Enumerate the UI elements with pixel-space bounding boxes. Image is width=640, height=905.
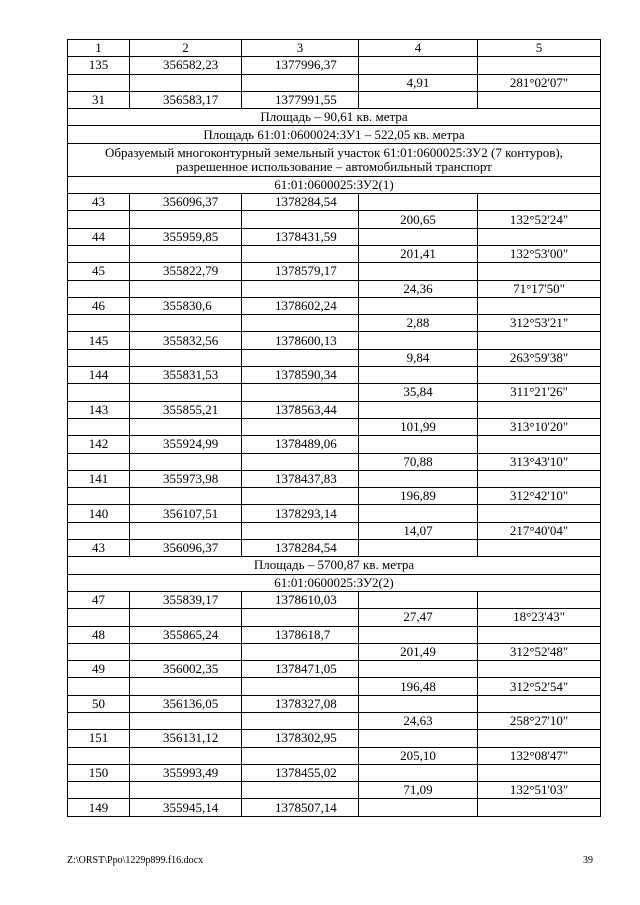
empty-cell <box>68 643 130 660</box>
empty-cell <box>242 280 359 297</box>
y-coordinate: 1378293,14 <box>242 505 359 522</box>
empty-cell <box>359 228 478 245</box>
point-number: 44 <box>68 228 130 245</box>
empty-cell <box>130 74 242 91</box>
point-row <box>68 367 601 384</box>
empty-cell <box>68 609 130 626</box>
direction-angle: 312°52'54" <box>478 678 601 695</box>
empty-cell <box>478 332 601 349</box>
segment-length: 70,88 <box>359 453 478 470</box>
point-number: 31 <box>68 91 130 108</box>
segment-row <box>68 349 601 366</box>
point-row <box>68 591 601 608</box>
empty-cell <box>242 643 359 660</box>
header-row <box>68 40 601 57</box>
point-number: 150 <box>68 764 130 781</box>
point-number: 141 <box>68 470 130 487</box>
section-heading-row <box>68 557 601 574</box>
empty-cell <box>478 540 601 557</box>
y-coordinate: 1378284,54 <box>242 194 359 211</box>
empty-cell <box>242 245 359 262</box>
x-coordinate: 356096,37 <box>130 540 242 557</box>
y-coordinate: 1378489,06 <box>242 436 359 453</box>
empty-cell <box>478 436 601 453</box>
x-coordinate: 355831,53 <box>130 367 242 384</box>
empty-cell <box>359 470 478 487</box>
footer-page-number: 39 <box>583 855 593 866</box>
point-row <box>68 332 601 349</box>
empty-cell <box>359 591 478 608</box>
y-coordinate: 1378602,24 <box>242 297 359 314</box>
empty-cell <box>130 712 242 729</box>
segment-length: 2,88 <box>359 315 478 332</box>
point-number: 149 <box>68 799 130 816</box>
point-number: 43 <box>68 194 130 211</box>
empty-cell <box>242 522 359 539</box>
empty-cell <box>130 488 242 505</box>
y-coordinate: 1378302,95 <box>242 730 359 747</box>
point-number: 143 <box>68 401 130 418</box>
empty-cell <box>242 488 359 505</box>
direction-angle: 263°59'38" <box>478 349 601 366</box>
point-row <box>68 401 601 418</box>
empty-cell <box>130 211 242 228</box>
segment-length: 201,49 <box>359 643 478 660</box>
segment-length: 4,91 <box>359 74 478 91</box>
empty-cell <box>242 349 359 366</box>
segment-row <box>68 488 601 505</box>
y-coordinate: 1378284,54 <box>242 540 359 557</box>
segment-row <box>68 74 601 91</box>
x-coordinate: 356131,12 <box>130 730 242 747</box>
empty-cell <box>130 643 242 660</box>
segment-length: 24,36 <box>359 280 478 297</box>
footer-file-path: Z:\ORST\Ppo\1229p899.f16.docx <box>67 855 204 866</box>
direction-angle: 258°27'10" <box>478 712 601 729</box>
empty-cell <box>359 540 478 557</box>
section-heading-row <box>68 574 601 591</box>
y-coordinate: 1378437,83 <box>242 470 359 487</box>
segment-length: 27,47 <box>359 609 478 626</box>
empty-cell <box>359 436 478 453</box>
point-row <box>68 228 601 245</box>
x-coordinate: 355830,6 <box>130 297 242 314</box>
x-coordinate: 355865,24 <box>130 626 242 643</box>
empty-cell <box>242 453 359 470</box>
empty-cell <box>478 695 601 712</box>
direction-angle: 217°40'04" <box>478 522 601 539</box>
section-heading: Площадь 61:01:0600024:ЗУ1 – 522,05 кв. метра <box>68 126 601 143</box>
empty-cell <box>242 678 359 695</box>
empty-cell <box>478 764 601 781</box>
coordinates-table-body <box>68 40 601 817</box>
section-heading-row <box>68 126 601 143</box>
empty-cell <box>68 74 130 91</box>
empty-cell <box>68 349 130 366</box>
y-coordinate: 1378327,08 <box>242 695 359 712</box>
empty-cell <box>359 661 478 678</box>
empty-cell <box>478 263 601 280</box>
point-row <box>68 661 601 678</box>
empty-cell <box>359 401 478 418</box>
empty-cell <box>359 263 478 280</box>
y-coordinate: 1377996,37 <box>242 57 359 74</box>
direction-angle: 312°53'21" <box>478 315 601 332</box>
y-coordinate: 1378455,02 <box>242 764 359 781</box>
empty-cell <box>242 712 359 729</box>
empty-cell <box>68 488 130 505</box>
empty-cell <box>130 747 242 764</box>
y-coordinate: 1377991,55 <box>242 91 359 108</box>
x-coordinate: 356107,51 <box>130 505 242 522</box>
empty-cell <box>68 782 130 799</box>
empty-cell <box>130 678 242 695</box>
point-number: 49 <box>68 661 130 678</box>
empty-cell <box>478 228 601 245</box>
direction-angle: 71°17'50" <box>478 280 601 297</box>
segment-length: 101,99 <box>359 418 478 435</box>
segment-row <box>68 453 601 470</box>
empty-cell <box>68 245 130 262</box>
point-row <box>68 297 601 314</box>
point-number: 46 <box>68 297 130 314</box>
header-cell: 5 <box>478 40 601 57</box>
empty-cell <box>68 280 130 297</box>
point-row <box>68 540 601 557</box>
y-coordinate: 1378507,14 <box>242 799 359 816</box>
empty-cell <box>130 522 242 539</box>
x-coordinate: 356002,35 <box>130 661 242 678</box>
empty-cell <box>242 418 359 435</box>
x-coordinate: 355993,49 <box>130 764 242 781</box>
point-row <box>68 730 601 747</box>
empty-cell <box>359 764 478 781</box>
segment-row <box>68 678 601 695</box>
point-row <box>68 626 601 643</box>
point-row <box>68 470 601 487</box>
point-row <box>68 57 601 74</box>
empty-cell <box>478 367 601 384</box>
x-coordinate: 355924,99 <box>130 436 242 453</box>
empty-cell <box>68 747 130 764</box>
segment-row <box>68 522 601 539</box>
empty-cell <box>242 747 359 764</box>
empty-cell <box>359 505 478 522</box>
segment-length: 14,07 <box>359 522 478 539</box>
x-coordinate: 356096,37 <box>130 194 242 211</box>
direction-angle: 132°53'00" <box>478 245 601 262</box>
empty-cell <box>130 384 242 401</box>
point-number: 135 <box>68 57 130 74</box>
segment-length: 200,65 <box>359 211 478 228</box>
direction-angle: 313°43'10" <box>478 453 601 470</box>
direction-angle: 313°10'20" <box>478 418 601 435</box>
x-coordinate: 355973,98 <box>130 470 242 487</box>
y-coordinate: 1378618,7 <box>242 626 359 643</box>
segment-row <box>68 782 601 799</box>
header-cell: 1 <box>68 40 130 57</box>
point-number: 144 <box>68 367 130 384</box>
empty-cell <box>68 712 130 729</box>
direction-angle: 312°42'10" <box>478 488 601 505</box>
empty-cell <box>68 418 130 435</box>
empty-cell <box>478 730 601 747</box>
empty-cell <box>359 367 478 384</box>
empty-cell <box>242 609 359 626</box>
point-row <box>68 436 601 453</box>
point-number: 43 <box>68 540 130 557</box>
point-row <box>68 799 601 816</box>
empty-cell <box>359 695 478 712</box>
segment-length: 35,84 <box>359 384 478 401</box>
point-row <box>68 505 601 522</box>
segment-row <box>68 747 601 764</box>
empty-cell <box>478 626 601 643</box>
empty-cell <box>359 297 478 314</box>
x-coordinate: 355855,21 <box>130 401 242 418</box>
coordinates-table <box>67 39 601 817</box>
empty-cell <box>478 57 601 74</box>
segment-length: 71,09 <box>359 782 478 799</box>
empty-cell <box>130 782 242 799</box>
section-heading: Образуемый многоконтурный земельный участок 61:01:0600025:ЗУ2 (7 контуров), разрешенное использование – автомобильный транспорт <box>68 143 601 176</box>
empty-cell <box>68 453 130 470</box>
direction-angle: 132°08'47" <box>478 747 601 764</box>
x-coordinate: 356583,17 <box>130 91 242 108</box>
segment-length: 201,41 <box>359 245 478 262</box>
empty-cell <box>68 211 130 228</box>
direction-angle: 132°51'03" <box>478 782 601 799</box>
x-coordinate: 356136,05 <box>130 695 242 712</box>
segment-row <box>68 384 601 401</box>
point-number: 45 <box>68 263 130 280</box>
segment-length: 24,63 <box>359 712 478 729</box>
point-row <box>68 764 601 781</box>
point-row <box>68 263 601 280</box>
point-number: 140 <box>68 505 130 522</box>
x-coordinate: 355832,56 <box>130 332 242 349</box>
empty-cell <box>242 74 359 91</box>
empty-cell <box>68 678 130 695</box>
empty-cell <box>359 799 478 816</box>
segment-row <box>68 418 601 435</box>
section-heading-row <box>68 176 601 193</box>
empty-cell <box>478 470 601 487</box>
segment-length: 205,10 <box>359 747 478 764</box>
empty-cell <box>359 194 478 211</box>
empty-cell <box>478 401 601 418</box>
segment-length: 9,84 <box>359 349 478 366</box>
empty-cell <box>359 57 478 74</box>
empty-cell <box>68 522 130 539</box>
y-coordinate: 1378579,17 <box>242 263 359 280</box>
segment-row <box>68 712 601 729</box>
y-coordinate: 1378610,03 <box>242 591 359 608</box>
empty-cell <box>478 194 601 211</box>
empty-cell <box>359 626 478 643</box>
section-heading-row <box>68 109 601 126</box>
header-cell: 2 <box>130 40 242 57</box>
segment-row <box>68 643 601 660</box>
point-number: 50 <box>68 695 130 712</box>
empty-cell <box>478 661 601 678</box>
empty-cell <box>359 730 478 747</box>
direction-angle: 311°21'26" <box>478 384 601 401</box>
x-coordinate: 355945,14 <box>130 799 242 816</box>
segment-row <box>68 315 601 332</box>
empty-cell <box>242 782 359 799</box>
section-heading: 61:01:0600025:ЗУ2(1) <box>68 176 601 193</box>
empty-cell <box>359 332 478 349</box>
y-coordinate: 1378563,44 <box>242 401 359 418</box>
header-cell: 3 <box>242 40 359 57</box>
empty-cell <box>130 609 242 626</box>
empty-cell <box>242 384 359 401</box>
empty-cell <box>359 91 478 108</box>
segment-length: 196,89 <box>359 488 478 505</box>
segment-row <box>68 280 601 297</box>
empty-cell <box>130 349 242 366</box>
empty-cell <box>130 245 242 262</box>
empty-cell <box>130 418 242 435</box>
empty-cell <box>478 799 601 816</box>
section-heading: Площадь – 5700,87 кв. метра <box>68 557 601 574</box>
empty-cell <box>130 315 242 332</box>
x-coordinate: 355959,85 <box>130 228 242 245</box>
point-row <box>68 194 601 211</box>
x-coordinate: 356582,23 <box>130 57 242 74</box>
point-row <box>68 695 601 712</box>
y-coordinate: 1378590,34 <box>242 367 359 384</box>
y-coordinate: 1378471,05 <box>242 661 359 678</box>
direction-angle: 281°02'07" <box>478 74 601 91</box>
y-coordinate: 1378600,13 <box>242 332 359 349</box>
point-row <box>68 91 601 108</box>
direction-angle: 132°52'24" <box>478 211 601 228</box>
x-coordinate: 355839,17 <box>130 591 242 608</box>
direction-angle: 312°52'48" <box>478 643 601 660</box>
segment-row <box>68 211 601 228</box>
point-number: 47 <box>68 591 130 608</box>
section-heading-row <box>68 143 601 176</box>
point-number: 142 <box>68 436 130 453</box>
section-heading: Площадь – 90,61 кв. метра <box>68 109 601 126</box>
empty-cell <box>478 505 601 522</box>
empty-cell <box>242 211 359 228</box>
empty-cell <box>478 297 601 314</box>
x-coordinate: 355822,79 <box>130 263 242 280</box>
empty-cell <box>478 591 601 608</box>
header-cell: 4 <box>359 40 478 57</box>
section-heading: 61:01:0600025:ЗУ2(2) <box>68 574 601 591</box>
segment-row <box>68 609 601 626</box>
empty-cell <box>478 91 601 108</box>
direction-angle: 18°23'43" <box>478 609 601 626</box>
point-number: 151 <box>68 730 130 747</box>
point-number: 48 <box>68 626 130 643</box>
segment-row <box>68 245 601 262</box>
point-number: 145 <box>68 332 130 349</box>
y-coordinate: 1378431,59 <box>242 228 359 245</box>
segment-length: 196,48 <box>359 678 478 695</box>
empty-cell <box>242 315 359 332</box>
empty-cell <box>68 384 130 401</box>
empty-cell <box>68 315 130 332</box>
empty-cell <box>130 453 242 470</box>
empty-cell <box>130 280 242 297</box>
